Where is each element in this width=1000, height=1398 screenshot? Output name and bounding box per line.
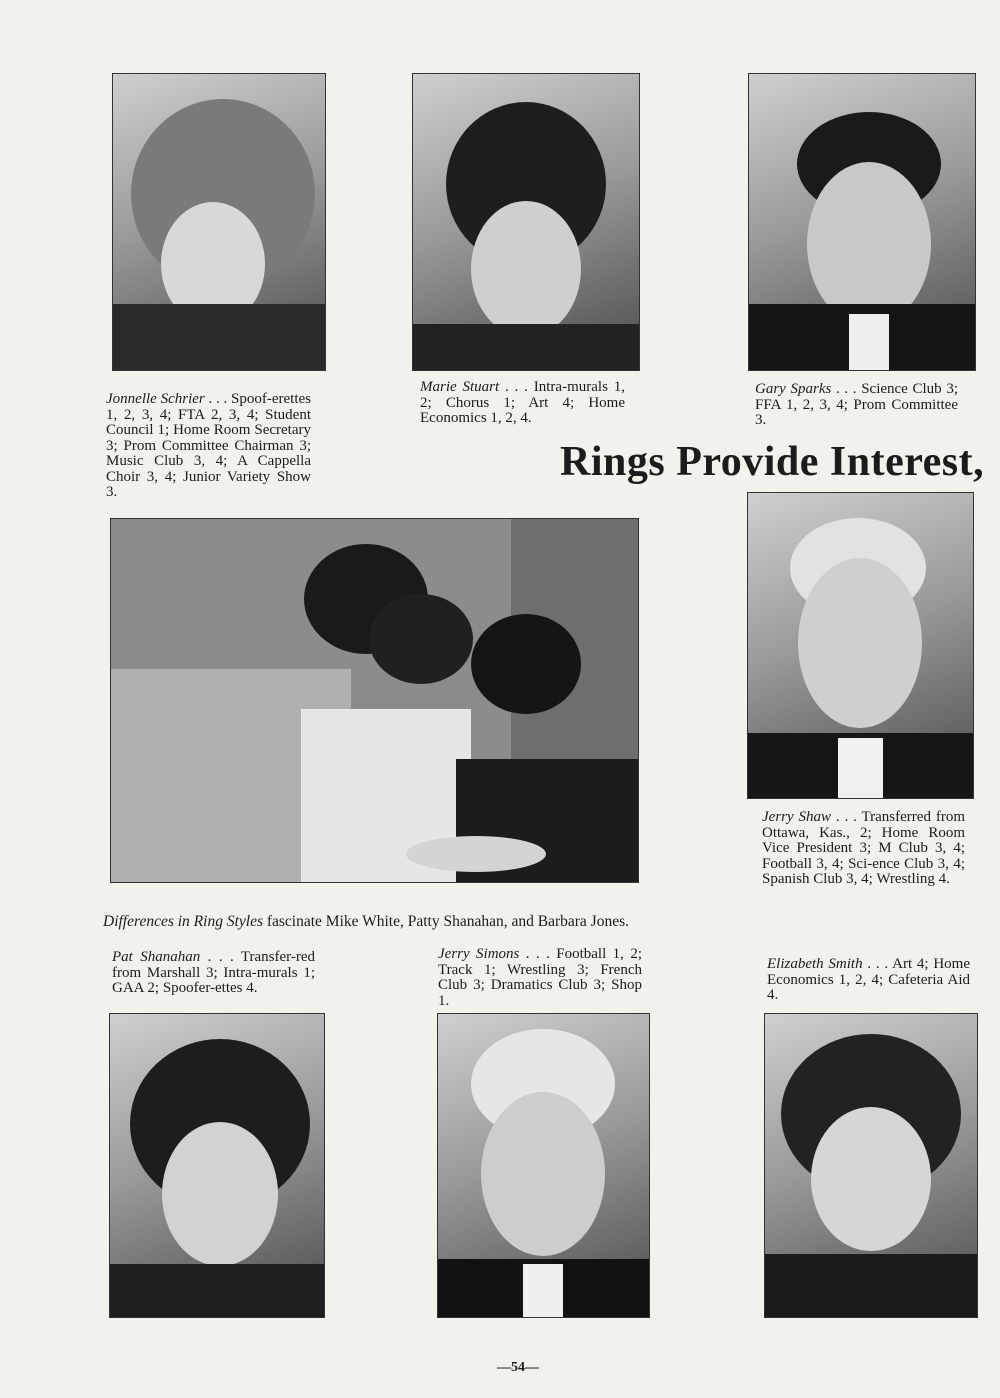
student-name: Jerry Simons <box>438 946 520 962</box>
student-details: . . . Art 4; Home Economics 1, 2, 4; Cafeteria Aid 4. <box>767 956 970 1003</box>
caption-elizabeth-smith <box>767 957 970 1004</box>
caption-jerry-simons <box>438 947 642 1009</box>
student-details: . . . Intra-murals 1, 2; Chorus 1; Art 4; Home Economics 1, 2, 4. <box>420 379 625 426</box>
portrait-jerry-simons <box>437 1013 650 1318</box>
student-name: Gary Sparks <box>755 381 832 397</box>
caption-gary-sparks <box>755 382 958 429</box>
student-name: Marie Stuart <box>420 379 500 395</box>
student-details: . . . Science Club 3; FFA 1, 2, 3, 4; Prom Committee 3. <box>755 381 958 428</box>
group-photo-ring-styles <box>110 518 639 883</box>
portrait-marie-stuart <box>412 73 640 371</box>
student-name: Elizabeth Smith <box>767 956 863 972</box>
page-title: Rings Provide Interest, <box>560 439 985 485</box>
portrait-jonnelle-schrier <box>112 73 326 371</box>
caption-pat-shanahan <box>112 950 315 997</box>
student-name: Jerry Shaw <box>762 809 832 825</box>
student-name: Jonnelle Schrier <box>106 391 205 407</box>
caption-jonnelle-schrier <box>106 392 311 501</box>
student-details: . . . Spoof-erettes 1, 2, 3, 4; FTA 2, 3, 4; Student Council 1; Home Room Secretary 3; Prom Committee Chairman 3; Music Club 3, 4; A Cappella Choir 3, 4; Junior Variety Show 3. <box>106 391 311 500</box>
student-name: Pat Shanahan <box>112 949 201 965</box>
group-photo-caption-lead: Differences in Ring Styles <box>103 912 263 930</box>
portrait-jerry-shaw <box>747 492 974 799</box>
caption-marie-stuart <box>420 380 625 427</box>
student-details: . . . Transferred from Ottawa, Kas., 2; Home Room Vice President 3; M Club 3, 4; Football 3, 4; Sci-ence Club 3, 4; Spanish Club 3, 4; Wrestling 4. <box>762 809 965 887</box>
group-photo-caption-text: fascinate Mike White, Patty Shanahan, and Barbara Jones. <box>262 912 629 930</box>
portrait-gary-sparks <box>748 73 976 371</box>
group-photo-caption <box>103 913 648 930</box>
portrait-pat-shanahan <box>109 1013 325 1318</box>
student-details: . . . Transfer-red from Marshall 3; Intra-murals 1; GAA 2; Spoofer-ettes 4. <box>112 949 315 996</box>
student-details: . . . Football 1, 2; Track 1; Wrestling 3; French Club 3; Dramatics Club 3; Shop 1. <box>438 946 642 1009</box>
portrait-elizabeth-smith <box>764 1013 978 1318</box>
page-number: —54— <box>497 1360 539 1375</box>
caption-jerry-shaw <box>762 810 965 888</box>
